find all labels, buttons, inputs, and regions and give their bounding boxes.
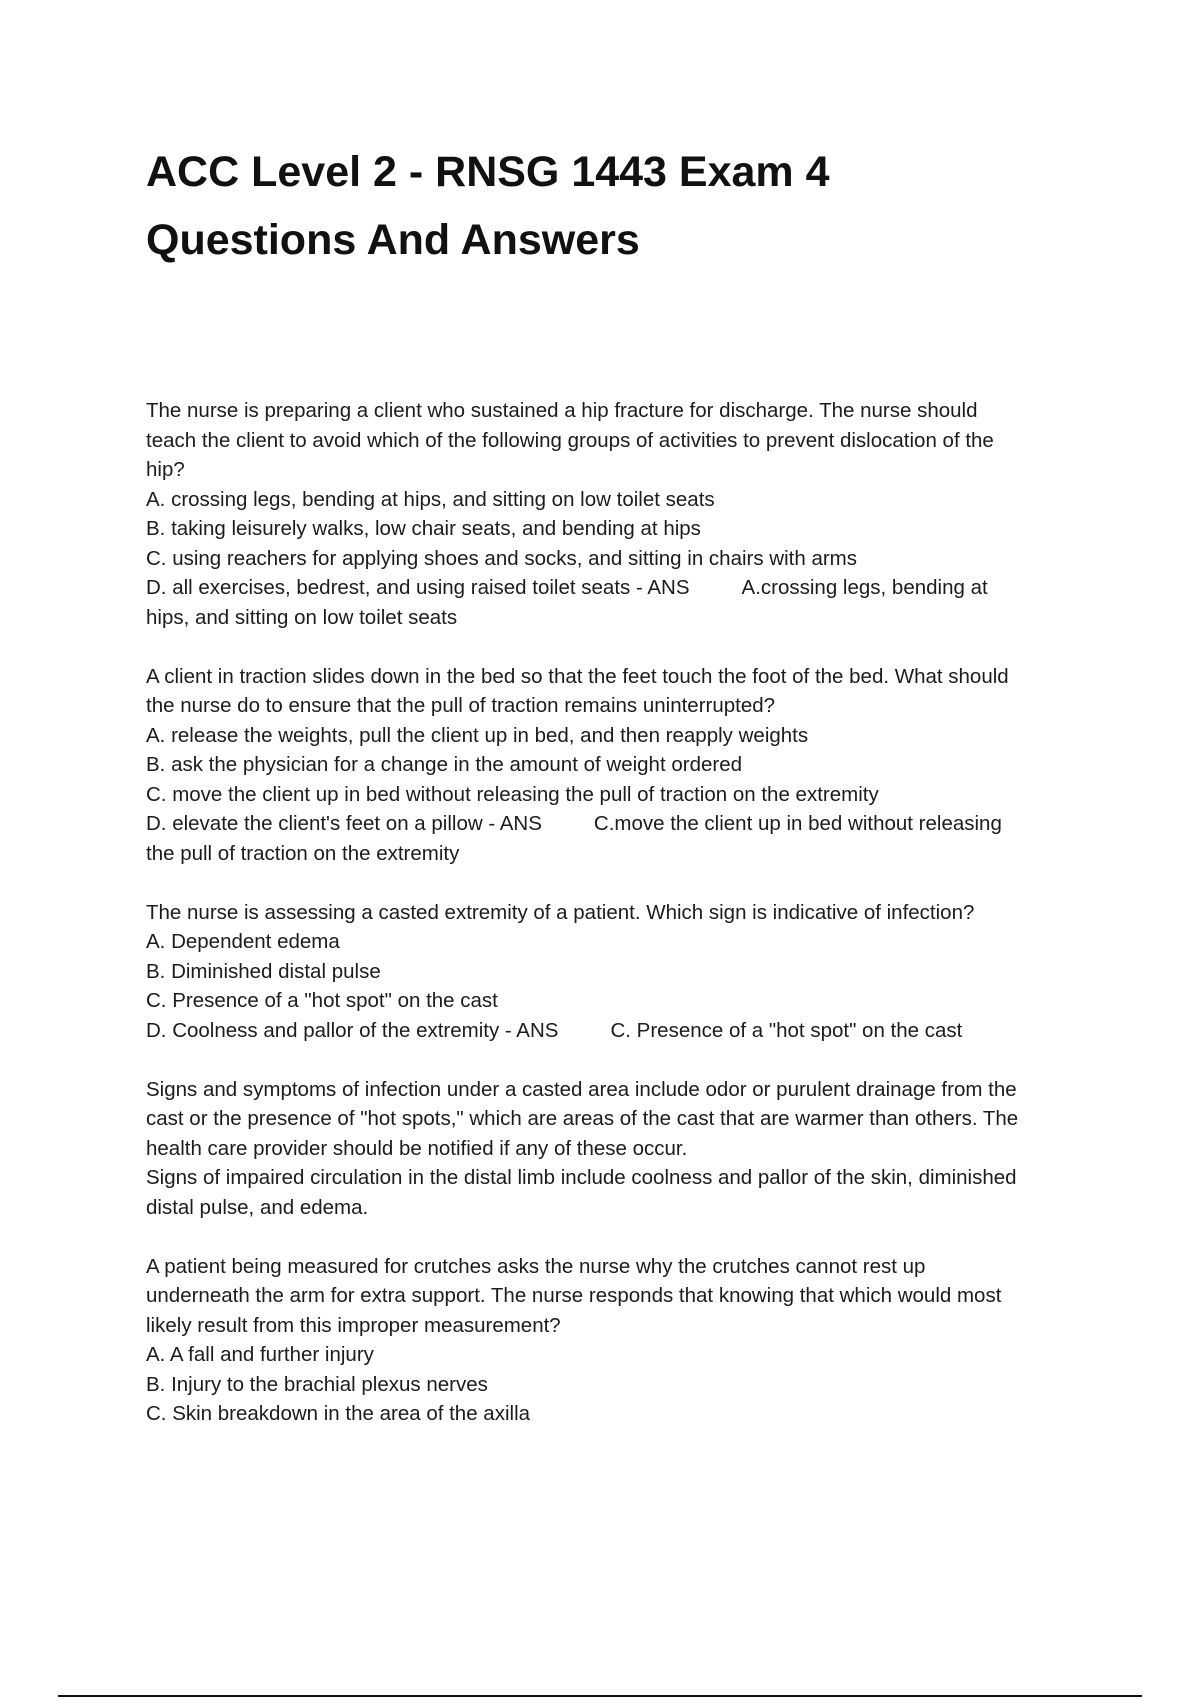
answer-option-d-line [146,1016,1106,1046]
answer-option-b: B. Injury to the brachial plexus nerves [146,1372,488,1396]
answer-option-b: B. ask the physician for a change in the amount of weight ordered [146,753,743,776]
rationale-block [146,1075,1106,1223]
question-text-line: A patient being measured for crutches asks the nurse why the crutches cannot rest up [146,1254,926,1278]
correct-answer-continued: the pull of traction on the extremity [146,841,460,865]
question-block-3 [146,898,1106,1046]
title-line: ACC Level 2 - RNSG 1443 Exam 4 [146,148,830,196]
correct-answer-continued: hips, and sitting on low toilet seats [146,605,458,629]
question-text-line: likely result from this improper measurement? [146,1313,561,1337]
answer-option-a: A. release the weights, pull the client up in bed, and then reapply weights [146,723,809,747]
question-block-2 [146,662,1106,869]
answer-option-d: D. Coolness and pallor of the extremity - ANS [146,1018,559,1042]
rationale-line: Signs of impaired circulation in the distal limb include coolness and pallor of the skin, diminished [146,1166,1017,1189]
question-text-line: underneath the arm for extra support. The nurse responds that knowing that which would most [146,1284,1002,1307]
question-text-line: the nurse do to ensure that the pull of traction remains uninterrupted? [146,694,776,717]
answer-option-b: B. taking leisurely walks, low chair seats, and bending at hips [146,517,701,540]
answer-option-a: A. Dependent edema [146,930,340,953]
answer-option-c: C. move the client up in bed without releasing the pull of traction on the extremity [146,782,879,806]
rationale-line: health care provider should be notified if any of these occur. [146,1136,688,1160]
answer-option-a: A. crossing legs, bending at hips, and sitting on low toilet seats [146,487,715,511]
rationale-line: cast or the presence of "hot spots," which are areas of the cast that are warmer than others. The [146,1107,1019,1130]
question-block-1 [146,396,1106,632]
answer-option-c: C. Presence of a "hot spot" on the cast [146,989,498,1012]
question-text-line: The nurse is assessing a casted extremity of a patient. Which sign is indicative of infection? [146,900,975,924]
answer-option-d-line [146,573,1106,603]
footer-divider [58,1695,1142,1697]
question-text-line: hip? [146,458,185,481]
document-body [146,396,1106,1458]
correct-answer: C.move the client up in bed without releasing [593,812,1002,835]
question-text-line: A client in traction slides down in the bed so that the feet touch the foot of the bed. What should [146,664,1009,688]
title-line: Questions And Answers [146,216,640,264]
page-title [146,138,1126,274]
correct-answer: C. Presence of a "hot spot" on the cast [610,1018,963,1042]
answer-option-d-line [146,809,1106,839]
question-text-line: teach the client to avoid which of the following groups of activities to prevent dislocation of the [146,428,994,452]
answer-option-b: B. Diminished distal pulse [146,959,381,983]
answer-option-c: C. Skin breakdown in the area of the axilla [146,1402,531,1425]
question-block-4 [146,1252,1106,1429]
correct-answer: A.crossing legs, bending at [741,576,988,599]
answer-option-d: D. all exercises, bedrest, and using raised toilet seats - ANS [146,576,690,599]
question-text-line: The nurse is preparing a client who sustained a hip fracture for discharge. The nurse should [146,399,978,422]
answer-option-d: D. elevate the client's feet on a pillow - ANS [146,812,542,835]
rationale-line: distal pulse, and edema. [146,1195,369,1219]
rationale-line: Signs and symptoms of infection under a casted area include odor or purulent drainage from the [146,1077,1017,1101]
answer-option-a: A. A fall and further injury [146,1343,374,1366]
answer-option-c: C. using reachers for applying shoes and socks, and sitting in chairs with arms [146,546,858,570]
